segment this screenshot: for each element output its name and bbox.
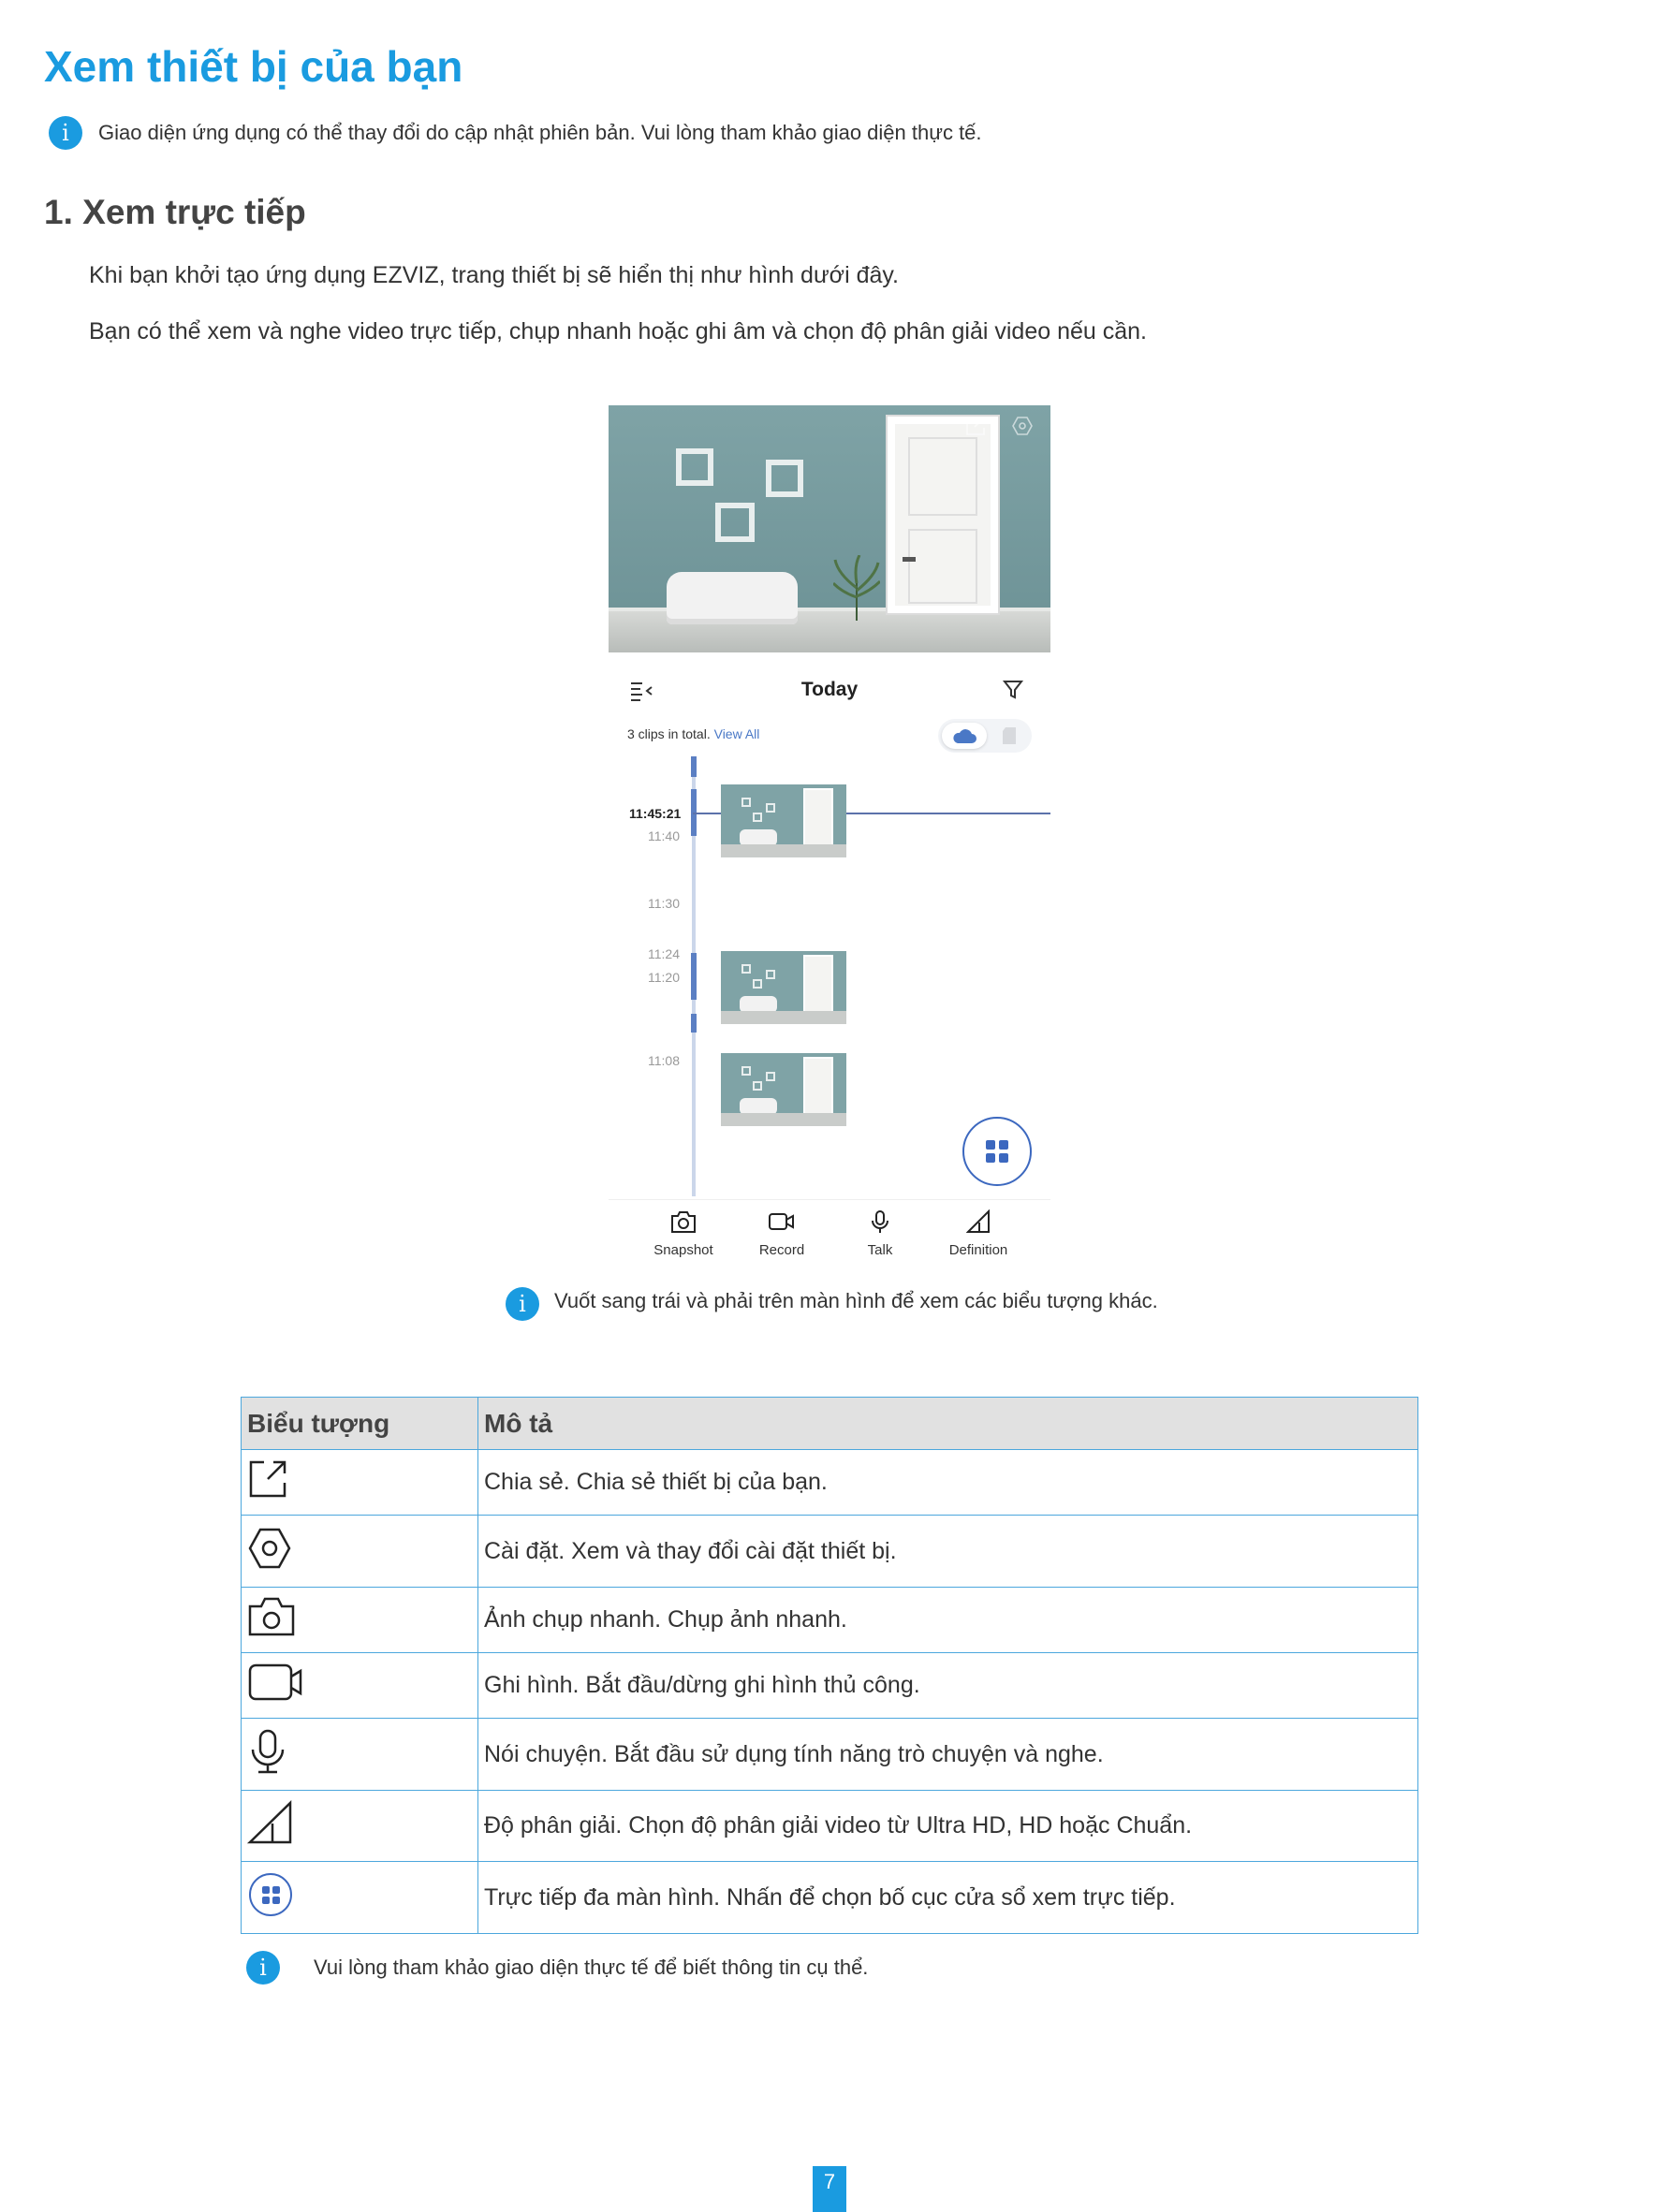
info-note-text: Vui lòng tham khảo giao diện thực tế để biết thông tin cụ thể.: [314, 1956, 869, 1979]
table-cell-desc: Nói chuyện. Bắt đầu sử dụng tính năng trò chuyện và nghe.: [478, 1719, 1418, 1791]
definition-icon: [247, 1799, 294, 1846]
settings-icon: [247, 1526, 292, 1571]
sofa-illustration: [667, 572, 798, 624]
snapshot-label: Snapshot: [653, 1242, 713, 1258]
table-cell-desc: Ghi hình. Bắt đầu/dừng ghi hình thủ công.: [478, 1653, 1418, 1719]
timeline-tick: 11:08: [648, 1053, 680, 1068]
table-row: [242, 1862, 1418, 1934]
record-button[interactable]: [735, 1209, 829, 1258]
page-title: Xem thiết bị của bạn: [44, 42, 463, 91]
timeline-tick: 11:40: [648, 828, 680, 843]
bottom-toolbar: [609, 1199, 1050, 1271]
table-cell-desc: Trực tiếp đa màn hình. Nhấn để chọn bố cục cửa sổ xem trực tiếp.: [478, 1862, 1418, 1934]
talk-label: Talk: [867, 1242, 893, 1258]
table-row: [242, 1653, 1418, 1719]
table-cell-desc: Cài đặt. Xem và thay đổi cài đặt thiết bị.: [478, 1516, 1418, 1588]
definition-label: Definition: [948, 1242, 1008, 1258]
video-icon: [768, 1209, 796, 1234]
paragraph-intro: Khi bạn khởi tạo ứng dụng EZVIZ, trang thiết bị sẽ hiển thị như hình dưới đây.: [89, 262, 899, 288]
table-row: [242, 1450, 1418, 1516]
info-note-swipe: [506, 1287, 1161, 1321]
table-row: [242, 1516, 1418, 1588]
timeline-tick: 11:20: [648, 970, 680, 985]
settings-icon[interactable]: [1011, 415, 1034, 437]
filter-icon[interactable]: [1002, 679, 1024, 701]
table-cell-desc: Độ phân giải. Chọn độ phân giải video từ Ultra HD, HD hoặc Chuẩn.: [478, 1791, 1418, 1862]
info-note-top: [49, 116, 982, 150]
clip-thumbnail[interactable]: [721, 951, 846, 1024]
table-header-desc: Mô tả: [478, 1398, 1418, 1450]
page-number: 7: [813, 2166, 846, 2212]
plant-illustration: [833, 555, 880, 621]
table-row: [242, 1791, 1418, 1862]
definition-button[interactable]: [932, 1209, 1025, 1258]
view-all-link[interactable]: View All: [713, 726, 760, 741]
share-icon: [247, 1458, 288, 1500]
table-header-icon: Biểu tượng: [242, 1398, 478, 1450]
info-icon: i: [49, 116, 82, 150]
info-note-text: Giao diện ứng dụng có thể thay đổi do cập nhật phiên bản. Vui lòng tham khảo giao diện thực tế.: [98, 121, 982, 144]
talk-button[interactable]: [833, 1209, 927, 1258]
timeline-header: [609, 667, 1050, 714]
multiscreen-icon: [247, 1871, 294, 1918]
microphone-icon: [869, 1209, 891, 1234]
table-cell-desc: Chia sẻ. Chia sẻ thiết bị của bạn.: [478, 1450, 1418, 1516]
live-view-image: [609, 405, 1050, 652]
icon-description-table: [241, 1397, 1418, 1934]
record-label: Record: [758, 1242, 805, 1258]
info-note-bottom: [246, 1951, 868, 1985]
clip-thumbnail[interactable]: [721, 784, 846, 857]
storage-toggle[interactable]: [938, 719, 1032, 753]
camera-icon: [670, 1209, 697, 1234]
multiscreen-icon: [984, 1138, 1010, 1165]
cloud-icon[interactable]: [951, 727, 977, 744]
multiscreen-button[interactable]: [962, 1117, 1032, 1186]
door-illustration: [888, 417, 998, 613]
camera-icon: [247, 1596, 296, 1637]
video-icon: [247, 1662, 305, 1703]
clips-summary: [627, 726, 759, 741]
definition-icon: [966, 1209, 991, 1234]
timeline-title: Today: [800, 679, 859, 700]
table-cell-desc: Ảnh chụp nhanh. Chụp ảnh nhanh.: [478, 1588, 1418, 1653]
snapshot-button[interactable]: [637, 1209, 730, 1258]
clips-count: 3 clips in total.: [627, 726, 711, 741]
share-icon[interactable]: [964, 415, 987, 437]
app-screenshot: [609, 405, 1050, 1271]
current-time: 11:45:21: [629, 806, 682, 821]
table-row: [242, 1719, 1418, 1791]
microphone-icon: [247, 1728, 288, 1775]
table-row: [242, 1588, 1418, 1653]
paragraph-features: Bạn có thể xem và nghe video trực tiếp, chụp nhanh hoặc ghi âm và chọn độ phân giải video nếu cần.: [89, 318, 1147, 344]
timeline-tick: 11:30: [648, 896, 680, 911]
info-icon: i: [506, 1287, 539, 1321]
clip-thumbnail[interactable]: [721, 1053, 846, 1126]
section-heading: 1. Xem trực tiếp: [44, 193, 306, 231]
info-icon: i: [246, 1951, 280, 1985]
sd-card-icon[interactable]: [1002, 726, 1017, 745]
info-note-text: Vuốt sang trái và phải trên màn hình để xem các biểu tượng khác.: [554, 1289, 1158, 1312]
timeline-tick: 11:24: [648, 946, 680, 961]
